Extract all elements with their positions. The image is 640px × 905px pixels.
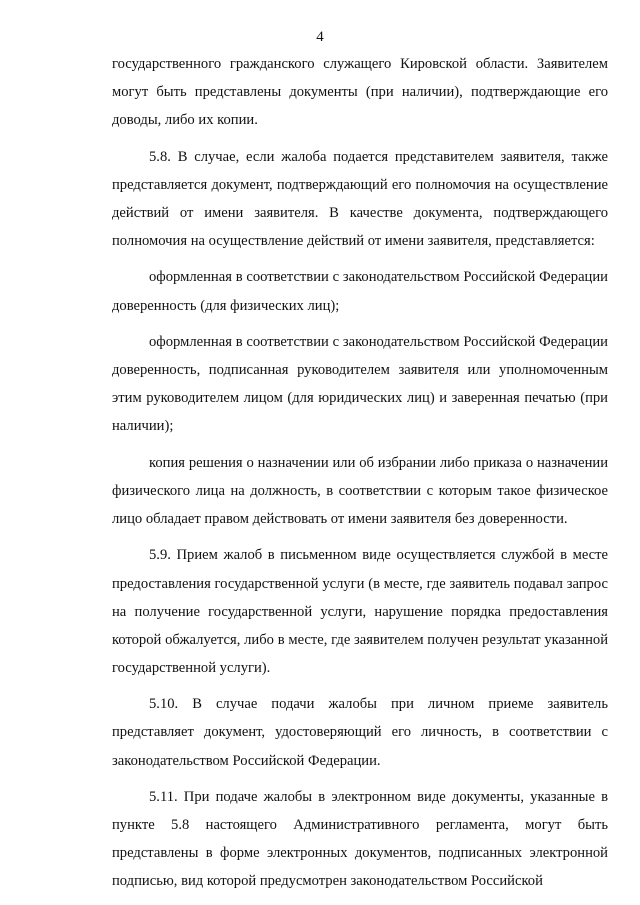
paragraph-5-10: 5.10. В случае подачи жалобы при личном приеме заявитель представляет документ, удостоверяющий его личность, в соответствии с законодательством Российской Федерации. (112, 696, 608, 769)
paragraph-5-11: 5.11. При подаче жалобы в электронном виде документы, указанные в пункте 5.8 настоящего Административного регламента, могут быть представлены в форме электронных документов, подписанных электронной подписью, вид которой предусмотрен законодательством Российской (112, 788, 608, 890)
document-body (112, 50, 608, 904)
paragraph-power-of-attorney-individuals: оформленная в соответствии с законодательством Российской Федерации доверенность (для физических лиц); (112, 269, 608, 314)
paragraph-5-8: 5.8. В случае, если жалоба подается представителем заявителя, также представляется документ, подтверждающий его полномочия на осуществление действий от имени заявителя. В качестве документа, подтверждающего полномочия на осуществление действий от имени заявителя, представляется: (112, 148, 608, 249)
paragraph-5-9: 5.9. Прием жалоб в письменном виде осуществляется службой в месте предоставления государственной услуги (в месте, где заявитель подавал запрос на получение государственной услуги, нарушение порядка предоставления которой обжалуется, либо в месте, где заявителем получен результат указанной государственной услуги). (112, 547, 608, 676)
page-number: 4 (316, 29, 324, 45)
paragraph-continuation: государственного гражданского служащего Кировской области. Заявителем могут быть представлены документы (при наличии), подтверждающие его доводы, либо их копии. (112, 56, 608, 129)
paragraph-power-of-attorney-legal-entities: оформленная в соответствии с законодательством Российской Федерации доверенность, подписанная руководителем заявителя или уполномоченным этим руководителем лицом (для юридических лиц) и заверенная печатью (при наличии); (112, 334, 608, 435)
paragraph-appointment-decision-copy: копия решения о назначении или об избрании либо приказа о назначении физического лица на должность, в соответствии с которым такое физическое лицо обладает правом действовать от имени заявителя без доверенности. (112, 454, 608, 527)
